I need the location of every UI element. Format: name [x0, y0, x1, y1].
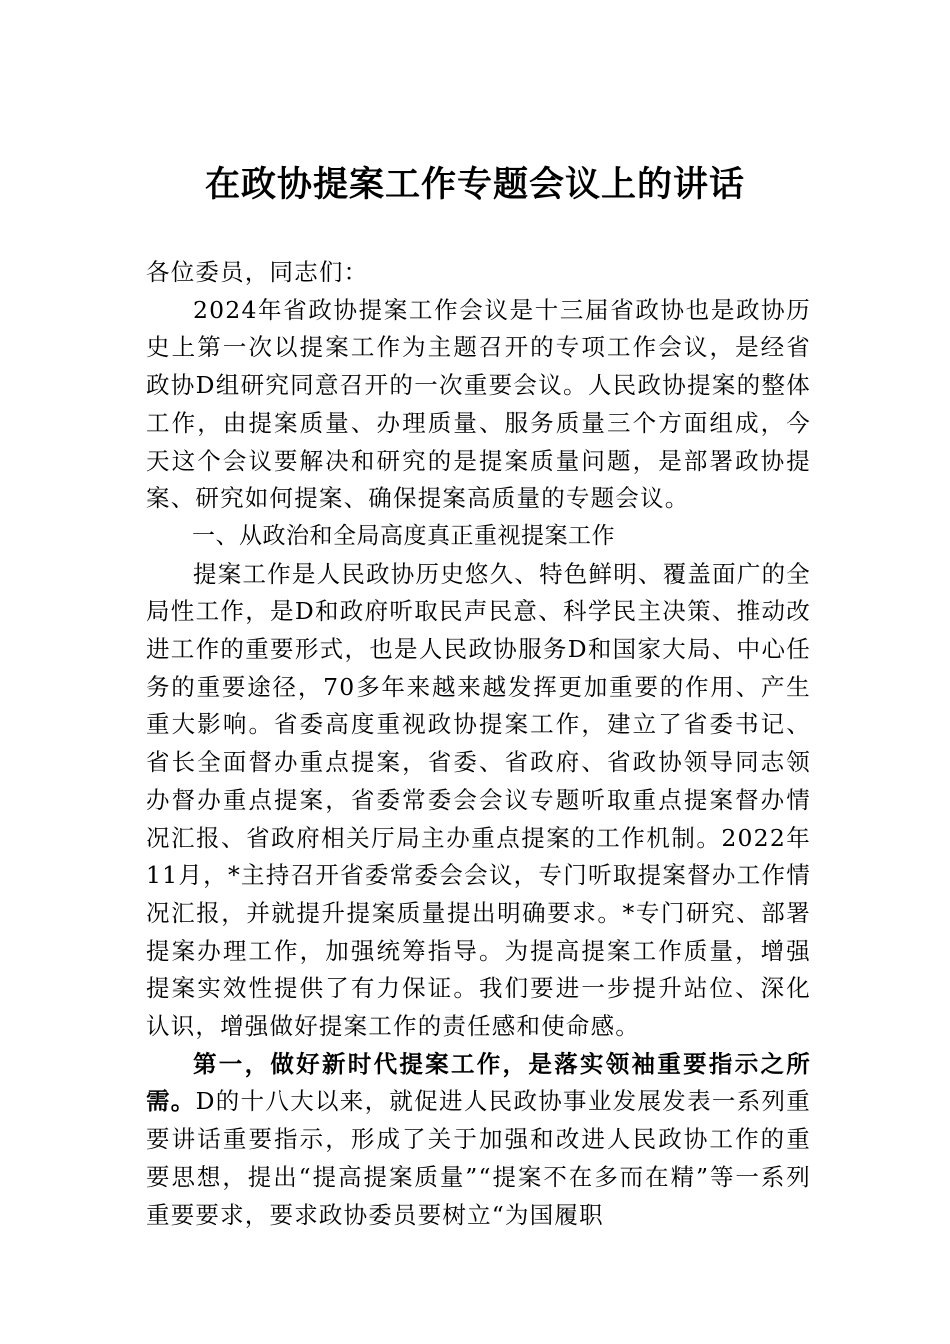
point-1-text: D的十八大以来，就促进人民政协事业发展发表一系列重要讲话重要指示，形成了关于加强和改进人民政协工作的重要思想，提出“提高提案质量”“提案不在多而在精”等一系列重要要求，要求政协委员要树立“为国履职: [146, 1087, 812, 1229]
paragraph-point-1: [146, 1046, 811, 1235]
document-body: [146, 254, 811, 1234]
salutation: 各位委员，同志们：: [146, 258, 369, 286]
document-title: 在政协提案工作专题会议上的讲话: [204, 164, 745, 205]
paragraph-section-1: 提案工作是人民政协历史悠久、特色鲜明、覆盖面广的全局性工作，是D和政府听取民声民意、科学民主决策、推动改进工作的重要形式，也是人民政协服务D和国家大局、中心任务的重要途径，70多年来越来越发挥更加重要的作用、产生重大影响。省委高度重视政协提案工作，建立了省委书记、省长全面督办重点提案，省委、省政府、省政协领导同志领办督办重点提案，省委常委会会议专题听取重点提案督办情况汇报、省政府相关厅局主办重点提案的工作机制。2022年11月，*主持召开省委常委会会议，专门听取提案督办工作情况汇报，并就提升提案质量提出明确要求。*专门研究、部署提案办理工作，加强统筹指导。为提高提案工作质量，增强提案实效性提供了有力保证。我们要进一步提升站位、深化认识，增强做好提案工作的责任感和使命感。: [146, 559, 811, 1041]
section-heading-1: 一、从政治和全局高度真正重视提案工作: [192, 522, 615, 549]
paragraph-intro: 2024年省政协提案工作会议是十三届省政协也是政协历史上第一次以提案工作为主题召开的专项工作会议，是经省政协D组研究同意召开的一次重要会议。人民政协提案的整体工作，由提案质量、办理质量、服务质量三个方面组成，今天这个会议要解决和研究的是提案质量问题，是部署政协提案、研究如何提案、确保提案高质量的专题会议。: [146, 295, 811, 513]
point-1-lead: 第一，做好新时代提案工作，是落实领袖重要指示之所需。: [146, 1049, 811, 1116]
